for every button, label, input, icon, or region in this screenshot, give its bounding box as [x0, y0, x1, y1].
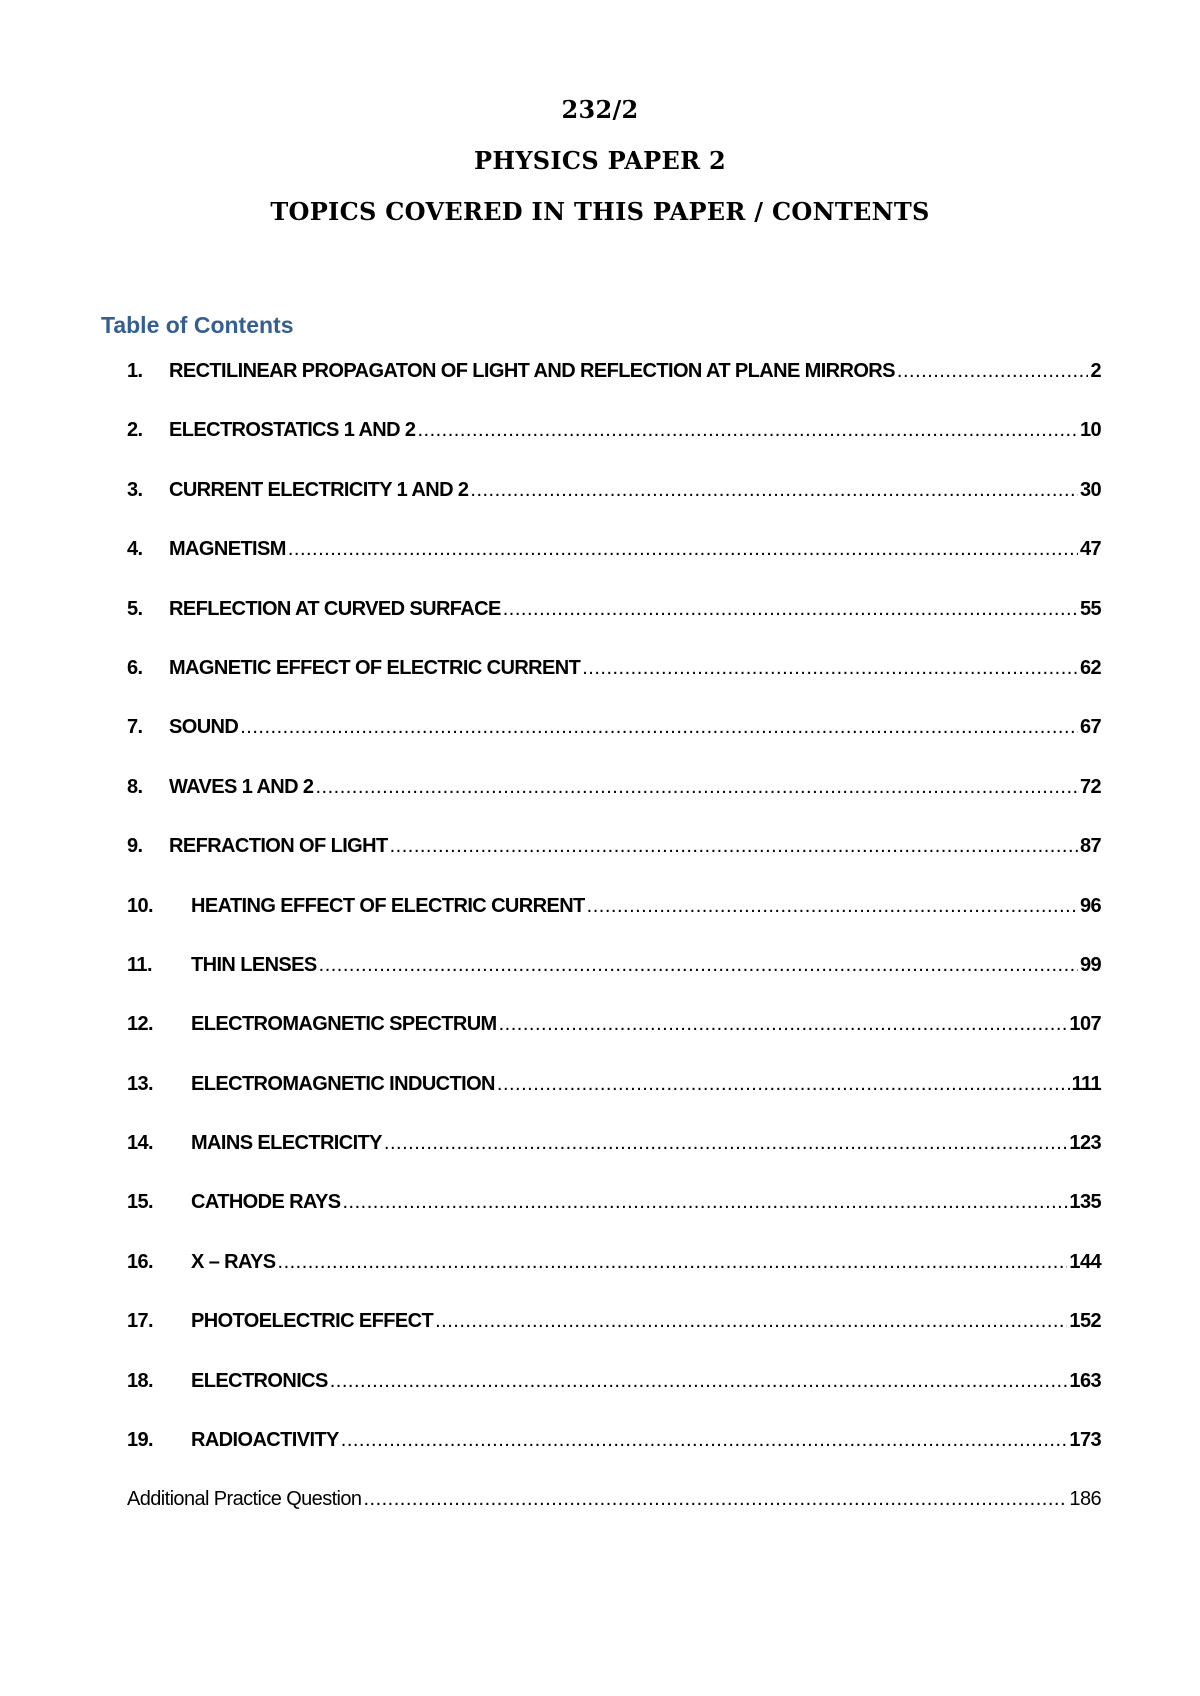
- toc-entry-page: 144: [1069, 1250, 1101, 1273]
- toc-heading: Table of Contents: [101, 312, 294, 338]
- toc-entry-number: 9.: [127, 835, 143, 858]
- toc-entry[interactable]: [127, 419, 1101, 478]
- toc-dot-leader: [435, 1310, 1067, 1333]
- toc-dot-leader: [288, 538, 1078, 561]
- toc-dot-leader: [343, 1191, 1068, 1214]
- toc-dot-leader: [278, 1251, 1068, 1274]
- toc-entry[interactable]: [127, 360, 1101, 419]
- toc-entry[interactable]: [127, 657, 1101, 716]
- toc-entry-title: PHOTOELECTRIC EFFECT: [191, 1310, 434, 1333]
- toc-entry-number: 15.: [127, 1191, 154, 1214]
- toc-dot-leader: [341, 1429, 1068, 1452]
- toc-dot-leader: [470, 479, 1078, 502]
- toc-entry[interactable]: [127, 895, 1101, 954]
- toc-entry[interactable]: [127, 1310, 1101, 1369]
- toc-entry-page: 47: [1079, 538, 1101, 561]
- toc-dot-leader: [319, 954, 1078, 977]
- toc-entry-page: 107: [1069, 1013, 1101, 1036]
- paper-title: PHYSICS PAPER 2: [474, 146, 726, 175]
- toc-entry-number: 11.: [127, 953, 152, 976]
- toc-entry-number: 3.: [127, 478, 143, 501]
- toc-entry-title: MAGNETISM: [169, 538, 286, 561]
- toc-entry[interactable]: [127, 776, 1101, 835]
- toc-entry-number: 6.: [127, 656, 143, 679]
- toc-entry-page: 111: [1071, 1072, 1101, 1095]
- toc-entry-number: 8.: [127, 775, 143, 798]
- toc-entry-title: CURRENT ELECTRICITY 1 AND 2: [169, 478, 469, 501]
- toc-entry-title: ELECTROMAGNETIC SPECTRUM: [191, 1013, 497, 1036]
- toc-dot-leader: [582, 657, 1078, 680]
- toc-entry-title: ELECTROSTATICS 1 AND 2: [169, 419, 416, 442]
- toc-entry-title: ELECTRONICS: [191, 1369, 328, 1392]
- toc-entry-page: 72: [1079, 775, 1101, 798]
- toc-entry-page: 2: [1090, 360, 1101, 382]
- toc-entry-title: MAGNETIC EFFECT OF ELECTRIC CURRENT: [169, 656, 581, 679]
- toc-entry-additional-practice[interactable]: [127, 1488, 1101, 1547]
- toc-entry-page: 99: [1079, 953, 1101, 976]
- toc-entry-number: 16.: [127, 1250, 154, 1273]
- topics-heading: TOPICS COVERED IN THIS PAPER / CONTENTS: [270, 197, 930, 226]
- toc-entry-number: 5.: [127, 597, 143, 620]
- toc-entry-page: 173: [1069, 1429, 1101, 1452]
- toc-entry-title: HEATING EFFECT OF ELECTRIC CURRENT: [191, 894, 585, 917]
- toc-entry-number: 2.: [127, 419, 143, 442]
- toc-entry[interactable]: [127, 1251, 1101, 1310]
- toc-entry-page: 10: [1079, 419, 1101, 442]
- toc-entry-page: 67: [1079, 716, 1101, 739]
- toc-entry[interactable]: [127, 1370, 1101, 1429]
- toc-dot-leader: [240, 716, 1078, 739]
- toc-entry[interactable]: [127, 1191, 1101, 1250]
- table-of-contents: [127, 360, 1101, 1548]
- toc-entry-title: SOUND: [169, 716, 239, 739]
- toc-entry-title: REFRACTION OF LIGHT: [169, 835, 388, 858]
- toc-entry-number: 18.: [127, 1369, 154, 1392]
- toc-entry[interactable]: [127, 1132, 1101, 1191]
- toc-entry-title: CATHODE RAYS: [191, 1191, 341, 1214]
- toc-entry-number: 12.: [127, 1013, 154, 1036]
- toc-dot-leader: [417, 419, 1078, 442]
- toc-entry-number: 4.: [127, 538, 143, 561]
- toc-dot-leader: [587, 895, 1078, 918]
- toc-entry-title: X – RAYS: [191, 1250, 276, 1273]
- toc-dot-leader: [315, 776, 1077, 799]
- toc-entry-page: 163: [1069, 1369, 1101, 1392]
- toc-entry-number: 19.: [127, 1429, 154, 1452]
- toc-entry-page: 96: [1079, 894, 1101, 917]
- toc-entry-page: 123: [1069, 1132, 1101, 1155]
- toc-dot-leader: [503, 598, 1078, 621]
- paper-code: 232/2: [561, 95, 639, 124]
- toc-dot-leader: [330, 1370, 1068, 1393]
- toc-entry-title: THIN LENSES: [191, 953, 317, 976]
- toc-entry[interactable]: [127, 716, 1101, 775]
- toc-entry[interactable]: [127, 835, 1101, 894]
- toc-dot-leader: [384, 1132, 1068, 1155]
- toc-entry-number: 10.: [127, 894, 154, 917]
- toc-dot-leader: [897, 360, 1089, 383]
- toc-entry-title: REFLECTION AT CURVED SURFACE: [169, 597, 501, 620]
- toc-entry-page: 186: [1069, 1488, 1101, 1511]
- toc-entry-number: 7.: [127, 716, 143, 739]
- toc-entry[interactable]: [127, 598, 1101, 657]
- toc-entry-title: WAVES 1 AND 2: [169, 775, 314, 798]
- toc-entry-page: 30: [1079, 478, 1101, 501]
- toc-entry[interactable]: [127, 479, 1101, 538]
- toc-entry-title: Additional Practice Question: [127, 1488, 362, 1511]
- toc-dot-leader: [497, 1073, 1070, 1096]
- toc-entry-page: 62: [1079, 656, 1101, 679]
- toc-entry[interactable]: [127, 1013, 1101, 1072]
- toc-entry[interactable]: [127, 538, 1101, 597]
- toc-entry-title: RECTILINEAR PROPAGATON OF LIGHT AND REFLECTION AT PLANE MIRRORS: [169, 360, 895, 382]
- toc-entry-page: 152: [1069, 1310, 1101, 1333]
- toc-entry-page: 135: [1069, 1191, 1101, 1214]
- toc-dot-leader: [363, 1488, 1067, 1511]
- toc-entry[interactable]: [127, 1073, 1101, 1132]
- toc-entry[interactable]: [127, 954, 1101, 1013]
- toc-entry-page: 87: [1079, 835, 1101, 858]
- toc-entry[interactable]: [127, 1429, 1101, 1488]
- toc-entry-page: 55: [1079, 597, 1101, 620]
- toc-dot-leader: [499, 1013, 1068, 1036]
- toc-entry-title: MAINS ELECTRICITY: [191, 1132, 382, 1155]
- toc-entry-number: 17.: [127, 1310, 154, 1333]
- toc-dot-leader: [390, 835, 1078, 858]
- toc-entry-number: 13.: [127, 1072, 154, 1095]
- toc-entry-title: RADIOACTIVITY: [191, 1429, 339, 1452]
- toc-entry-number: 1.: [127, 360, 143, 382]
- toc-entry-title: ELECTROMAGNETIC INDUCTION: [191, 1072, 495, 1095]
- toc-entry-number: 14.: [127, 1132, 154, 1155]
